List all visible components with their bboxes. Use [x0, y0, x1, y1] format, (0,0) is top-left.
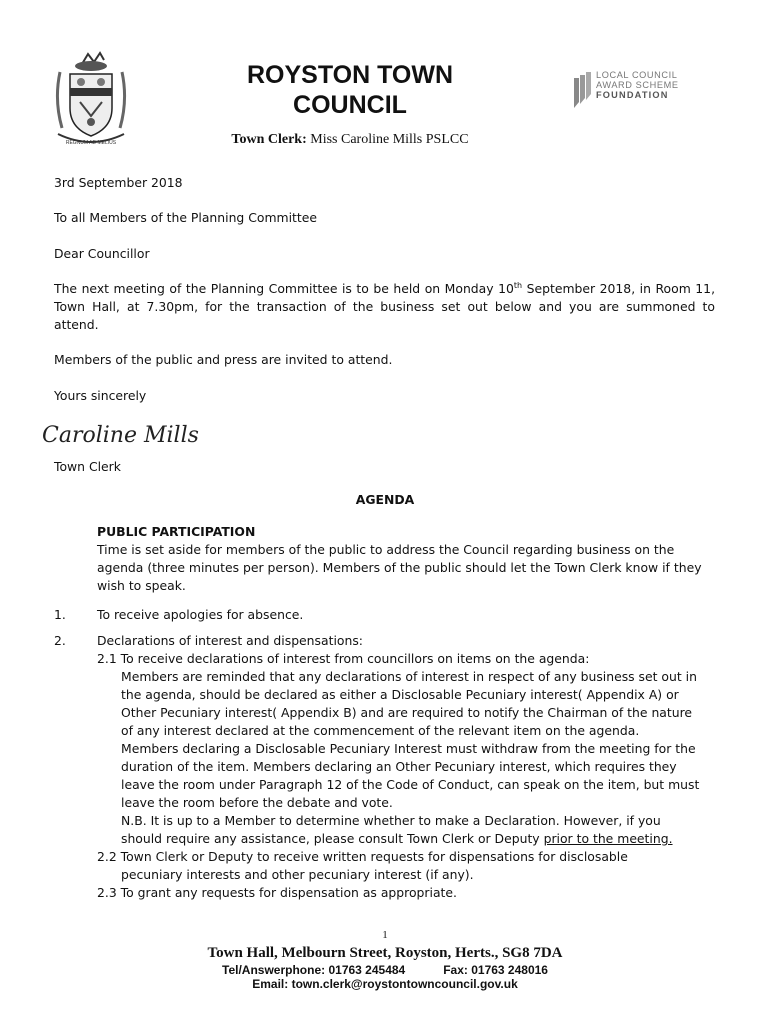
agenda-heading: AGENDA — [355, 492, 415, 507]
item-2-1-last-line — [121, 830, 673, 848]
agenda-item-2-text: Declarations of interest and dispensations: — [97, 633, 363, 648]
award-line-2: AWARD SCHEME — [596, 80, 679, 90]
signatory-title: Town Clerk — [54, 459, 121, 474]
letter-closing: Yours sincerely — [54, 388, 147, 403]
council-crest-logo — [52, 50, 130, 150]
agenda-item-2-2-line-2: pecuniary interests and other pecuniary interest (if any). — [121, 867, 474, 882]
item-2-1-line: of any interest declared at the commencement of the relevant item on the agenda. — [121, 723, 640, 738]
town-clerk-label: Town Clerk: — [231, 132, 307, 147]
prior-to-meeting-emphasis: prior to the meeting. — [543, 831, 673, 846]
town-clerk-name: Miss Caroline Mills PSLCC — [310, 132, 469, 147]
title-line-2: COUNCIL — [293, 91, 407, 119]
letter-recipient: To all Members of the Planning Committee — [54, 210, 318, 225]
agenda-item-2-1-heading: 2.1 To receive declarations of interest from councillors on items on the agenda: — [97, 651, 590, 666]
signature-text: Caroline Mills — [42, 423, 199, 448]
letter-salutation: Dear Councillor — [54, 246, 150, 261]
award-scheme-icon — [574, 72, 592, 108]
item-2-1-line: the agenda, should be declared as either a Disclosable Pecuniary interest( Appendix A) or — [121, 687, 679, 702]
public-participation-line: Time is set aside for members of the public to address the Council regarding business on the — [97, 542, 675, 557]
footer-fax: Fax: 01763 248016 — [443, 963, 548, 977]
agenda-item-2-3: 2.3 To grant any requests for dispensation as appropriate. — [97, 885, 457, 900]
p1-post: September 2018, in Room 11, — [522, 281, 716, 296]
agenda-item-1-number: 1. — [54, 607, 66, 622]
agenda-item-2-2-line-1: 2.2 Town Clerk or Deputy to receive written requests for dispensations for disclosable — [97, 849, 628, 864]
item-2-1-line: leave the room before the debate and vote. — [121, 795, 393, 810]
paragraph-1-line-3: attend. — [54, 317, 99, 332]
footer-contact — [0, 963, 770, 977]
footer-email: Email: town.clerk@roystontowncouncil.gov.uk — [252, 977, 518, 991]
p1-sup: th — [513, 280, 523, 290]
item-2-1-last-text: should require any assistance, please consult Town Clerk or Deputy — [121, 831, 544, 846]
public-participation-line: wish to speak. — [97, 578, 186, 593]
footer-phone: Tel/Answerphone: 01763 245484 — [222, 963, 406, 977]
town-clerk-line — [200, 132, 500, 148]
award-scheme-logo — [574, 70, 704, 110]
title-line-1: ROYSTON TOWN — [246, 61, 454, 89]
paragraph-1-line-2: Town Hall, at 7.30pm, for the transaction of the business set out below and you are summoned to — [54, 299, 715, 314]
item-2-1-line: duration of the item. Members declaring an Other Pecuniary interest, which requires they — [121, 759, 677, 774]
letter-date: 3rd September 2018 — [54, 175, 183, 190]
item-2-1-line: Members declaring a Disclosable Pecuniary Interest must withdraw from the meeting for the — [121, 741, 696, 756]
item-2-1-line: Members are reminded that any declarations of interest in respect of any business set out in — [121, 669, 697, 684]
paragraph-1-line-1 — [54, 280, 715, 298]
signature-image — [40, 418, 240, 452]
public-participation-heading: PUBLIC PARTICIPATION — [97, 524, 256, 539]
agenda-item-1-text: To receive apologies for absence. — [97, 607, 304, 622]
item-2-1-line: N.B. It is up to a Member to determine whether to make a Declaration. However, if you — [121, 813, 661, 828]
paragraph-2: Members of the public and press are invited to attend. — [54, 352, 393, 367]
public-participation-line: agenda (three minutes per person). Members of the public should let the Town Clerk know if they — [97, 560, 702, 575]
award-line-3: FOUNDATION — [596, 90, 669, 100]
handwritten-signature — [40, 418, 240, 452]
page-number: 1 — [382, 929, 388, 941]
item-2-1-line: leave the room under Paragraph 12 of the Code of Conduct, can speak on the item, but must — [121, 777, 700, 792]
item-2-1-line: Other Pecuniary interest( Appendix B) and are required to notify the Chairman of the nature — [121, 705, 693, 720]
p1-pre: The next meeting of the Planning Committee is to be held on Monday 10 — [54, 281, 514, 296]
page-title — [200, 60, 500, 120]
award-line-1: LOCAL COUNCIL — [596, 70, 678, 80]
agenda-item-2-number: 2. — [54, 633, 66, 648]
crest-motto: REGNUM AD MELIUS — [65, 140, 117, 146]
footer-address: Town Hall, Melbourn Street, Royston, Herts., SG8 7DA — [207, 945, 563, 961]
